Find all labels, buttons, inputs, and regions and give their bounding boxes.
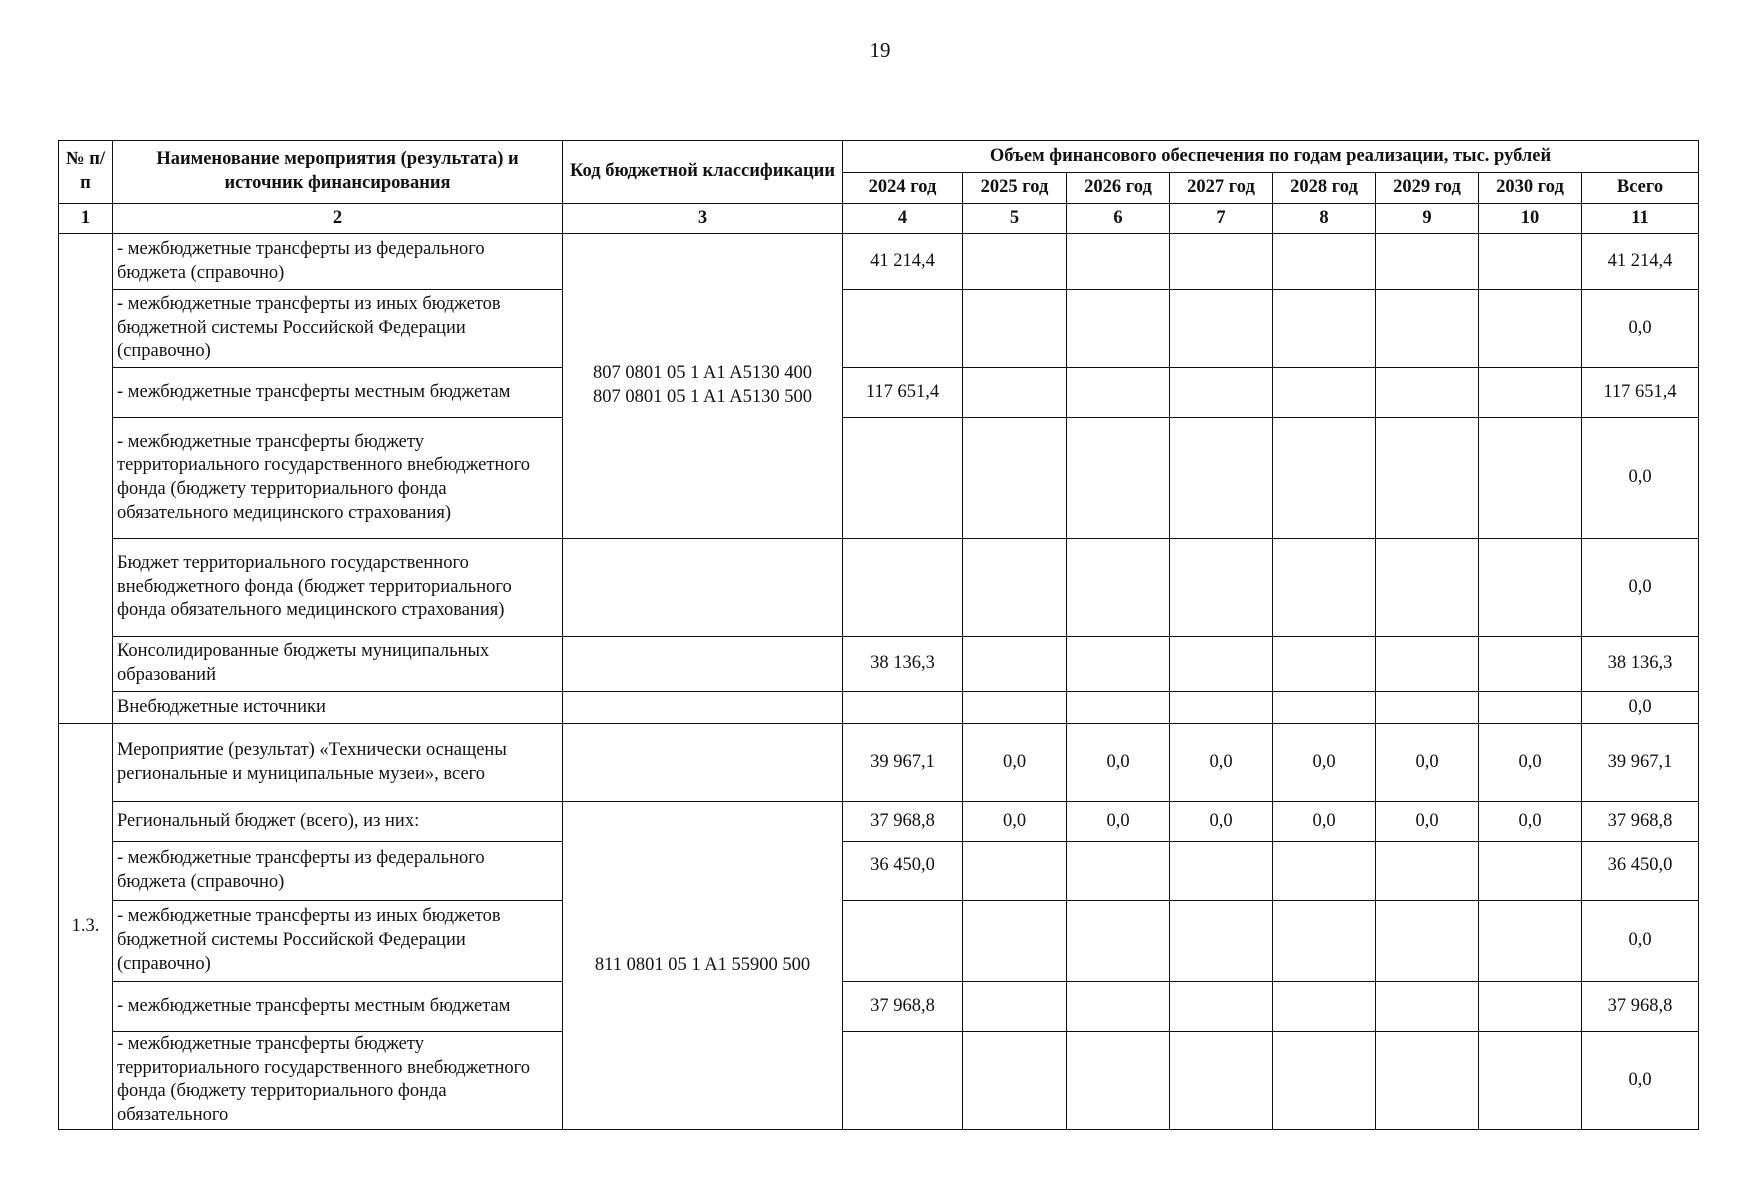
table-row [59,368,1699,418]
budget-code [563,724,843,802]
total-cell: 0,0 [1582,692,1699,724]
header-volume: Объем финансового обеспечения по годам реализации, тыс. рублей [843,141,1699,173]
value-cell [843,290,963,368]
row-name: Бюджет территориального государственного внебюджетного фонда (бюджет территориального фонда обязательного медицинского страхования) [113,539,563,637]
table-row [59,901,1699,982]
value-cell [963,539,1067,637]
header-number: № п/п [59,141,113,204]
value-cell [1376,368,1479,418]
value-cell: 0,0 [963,802,1067,842]
row-name: - межбюджетные трансферты бюджету территориального государственного внебюджетного фонда (бюджету территориального фонда обязательного медицинского страхования) [113,418,563,539]
column-index: 6 [1067,204,1170,234]
value-cell: 0,0 [1067,802,1170,842]
total-cell: 36 450,0 [1582,842,1699,901]
row-number: 1.3. [59,724,113,1130]
total-cell: 39 967,1 [1582,724,1699,802]
value-cell: 0,0 [1170,724,1273,802]
value-cell [1479,637,1582,692]
header-year: 2025 год [963,173,1067,204]
value-cell [1170,637,1273,692]
value-cell [1376,901,1479,982]
value-cell [1170,692,1273,724]
value-cell [1479,290,1582,368]
value-cell [1273,290,1376,368]
table-row [59,982,1699,1032]
table-row [59,724,1699,802]
value-cell [1376,637,1479,692]
budget-code [563,637,843,692]
header-year: 2026 год [1067,173,1170,204]
value-cell [1376,418,1479,539]
value-cell [963,982,1067,1032]
value-cell [963,637,1067,692]
value-cell [1479,368,1582,418]
value-cell [1067,692,1170,724]
value-cell [1479,418,1582,539]
row-name: - межбюджетные трансферты бюджету территориального государственного внебюджетного фонда (бюджету территориального фонда обязательного [113,1032,563,1130]
total-cell: 41 214,4 [1582,234,1699,290]
value-cell [1067,982,1170,1032]
value-cell [1479,234,1582,290]
value-cell [1067,539,1170,637]
value-cell: 0,0 [1273,802,1376,842]
value-cell [843,539,963,637]
value-cell [1479,842,1582,901]
header-year: 2030 год [1479,173,1582,204]
table-row [59,842,1699,901]
value-cell [1479,901,1582,982]
value-cell [1067,1032,1170,1130]
header-year: 2028 год [1273,173,1376,204]
value-cell: 41 214,4 [843,234,963,290]
value-cell [1170,539,1273,637]
value-cell [963,842,1067,901]
value-cell [843,901,963,982]
value-cell [1376,234,1479,290]
value-cell [1479,1032,1582,1130]
value-cell [843,692,963,724]
value-cell [1479,539,1582,637]
value-cell [1170,842,1273,901]
table-row [59,1032,1699,1130]
column-index-row [59,204,1699,234]
row-name: - межбюджетные трансферты местным бюджетам [113,368,563,418]
value-cell [1170,901,1273,982]
value-cell [1376,982,1479,1032]
value-cell: 0,0 [1479,724,1582,802]
value-cell: 38 136,3 [843,637,963,692]
row-name: - межбюджетные трансферты из иных бюджетов бюджетной системы Российской Федерации (справочно) [113,290,563,368]
total-cell: 117 651,4 [1582,368,1699,418]
total-cell: 38 136,3 [1582,637,1699,692]
value-cell [1376,539,1479,637]
value-cell [963,692,1067,724]
value-cell: 117 651,4 [843,368,963,418]
row-name: - межбюджетные трансферты местным бюджетам [113,982,563,1032]
value-cell [1479,692,1582,724]
value-cell: 0,0 [1170,802,1273,842]
value-cell [1170,418,1273,539]
value-cell [1170,1032,1273,1130]
header-year: 2024 год [843,173,963,204]
column-index: 11 [1582,204,1699,234]
value-cell [963,418,1067,539]
row-name: Региональный бюджет (всего), из них: [113,802,563,842]
value-cell [1273,539,1376,637]
column-index: 8 [1273,204,1376,234]
row-name: Консолидированные бюджеты муниципальных образований [113,637,563,692]
value-cell [1273,1032,1376,1130]
value-cell [1273,982,1376,1032]
value-cell: 0,0 [1376,724,1479,802]
table-row [59,802,1699,842]
value-cell [1170,290,1273,368]
total-cell: 0,0 [1582,901,1699,982]
budget-code: 807 0801 05 1 A1 A5130 400 807 0801 05 1 A1 A5130 500 [563,234,843,539]
budget-code [563,539,843,637]
value-cell: 0,0 [963,724,1067,802]
column-index: 2 [113,204,563,234]
total-cell: 0,0 [1582,1032,1699,1130]
row-number-cell [59,234,113,724]
column-index: 9 [1376,204,1479,234]
column-index: 10 [1479,204,1582,234]
value-cell [1479,982,1582,1032]
value-cell: 37 968,8 [843,802,963,842]
table-row [59,418,1699,539]
value-cell [963,901,1067,982]
value-cell [1273,418,1376,539]
value-cell [843,418,963,539]
value-cell [1170,982,1273,1032]
value-cell: 0,0 [1376,802,1479,842]
row-name: Внебюджетные источники [113,692,563,724]
header-code: Код бюджетной классификации [563,141,843,204]
header-year: 2029 год [1376,173,1479,204]
value-cell [1376,1032,1479,1130]
column-index: 3 [563,204,843,234]
value-cell [1273,234,1376,290]
value-cell [1067,637,1170,692]
column-index: 4 [843,204,963,234]
row-name: - межбюджетные трансферты из федерального бюджета (справочно) [113,842,563,901]
value-cell [1273,368,1376,418]
column-index: 5 [963,204,1067,234]
value-cell [1273,842,1376,901]
table-row [59,234,1699,290]
header-year: 2027 год [1170,173,1273,204]
table-row [59,539,1699,637]
value-cell [1273,637,1376,692]
financing-table [58,140,1699,1130]
total-cell: 0,0 [1582,418,1699,539]
value-cell [1067,234,1170,290]
total-cell: 0,0 [1582,290,1699,368]
value-cell [963,1032,1067,1130]
value-cell [843,1032,963,1130]
total-cell: 37 968,8 [1582,802,1699,842]
value-cell [1376,290,1479,368]
row-name: - межбюджетные трансферты из иных бюджетов бюджетной системы Российской Федерации (справочно) [113,901,563,982]
budget-code: 811 0801 05 1 A1 55900 500 [563,802,843,1130]
value-cell [963,234,1067,290]
table-row [59,637,1699,692]
budget-code [563,692,843,724]
value-cell: 0,0 [1273,724,1376,802]
value-cell [1376,692,1479,724]
header-name: Наименование мероприятия (результата) и источник финансирования [113,141,563,204]
value-cell [963,290,1067,368]
value-cell: 0,0 [1067,724,1170,802]
column-index: 1 [59,204,113,234]
table-row [59,692,1699,724]
value-cell [1067,418,1170,539]
value-cell: 36 450,0 [843,842,963,901]
value-cell [1376,842,1479,901]
value-cell [1273,692,1376,724]
column-index: 7 [1170,204,1273,234]
value-cell [1067,842,1170,901]
header-total: Всего [1582,173,1699,204]
value-cell [963,368,1067,418]
total-cell: 37 968,8 [1582,982,1699,1032]
table-header [59,141,1699,234]
total-cell: 0,0 [1582,539,1699,637]
value-cell [1170,234,1273,290]
value-cell: 39 967,1 [843,724,963,802]
value-cell: 37 968,8 [843,982,963,1032]
row-name: - межбюджетные трансферты из федерального бюджета (справочно) [113,234,563,290]
table-row [59,290,1699,368]
value-cell: 0,0 [1479,802,1582,842]
value-cell [1273,901,1376,982]
row-name: Мероприятие (результат) «Технически оснащены региональные и муниципальные музеи», всего [113,724,563,802]
value-cell [1067,368,1170,418]
value-cell [1067,290,1170,368]
value-cell [1170,368,1273,418]
value-cell [1067,901,1170,982]
page-number: 19 [869,38,891,62]
